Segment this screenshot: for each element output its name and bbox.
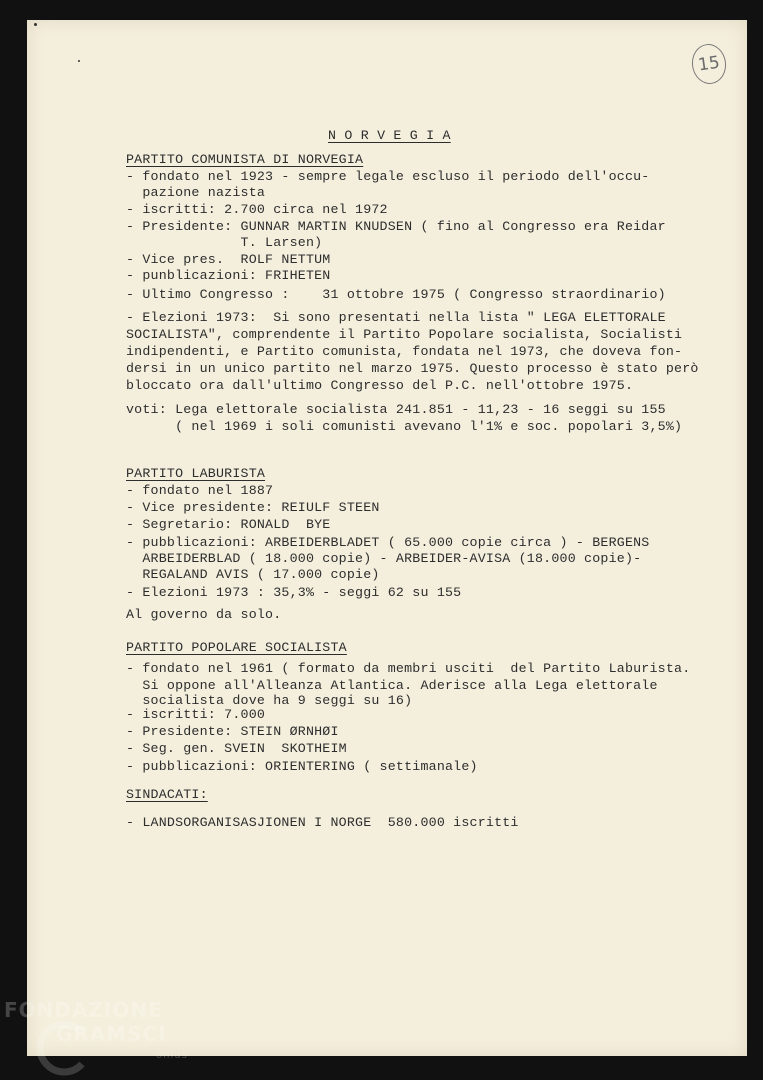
section-heading: PARTITO POPOLARE SOCIALISTA bbox=[126, 640, 347, 655]
speck bbox=[78, 60, 80, 62]
text-line: ( nel 1969 i soli comunisti avevano l'1% e soc. popolari 3,5%) bbox=[126, 419, 683, 434]
section-heading: SINDACATI: bbox=[126, 787, 208, 802]
section-heading: PARTITO COMUNISTA DI NORVEGIA bbox=[126, 152, 364, 167]
text-line: voti: Lega elettorale socialista 241.851 - 11,23 - 16 seggi su 155 bbox=[126, 402, 666, 417]
text-line: - Vice presidente: REIULF STEEN bbox=[126, 500, 380, 515]
text-line: - LANDSORGANISASJIONEN I NORGE 580.000 iscritti bbox=[126, 815, 519, 830]
text-line: - pubblicazioni: ARBEIDERBLADET ( 65.000 copie circa ) - BERGENS bbox=[126, 535, 650, 550]
text-line: SOCIALISTA", comprendente il Partito Popolare socialista, Socialisti bbox=[126, 327, 683, 342]
text-line: dersi in un unico partito nel marzo 1975. Questo processo è stato però bbox=[126, 361, 699, 376]
text-line: REGALAND AVIS ( 17.000 copie) bbox=[126, 567, 380, 582]
speck bbox=[34, 23, 37, 26]
text-line: - punblicazioni: FRIHETEN bbox=[126, 268, 331, 283]
text-line: - fondato nel 1961 ( formato da membri usciti del Partito Laburista. bbox=[126, 661, 691, 676]
text-line: - pubblicazioni: ORIENTERING ( settimanale) bbox=[126, 759, 478, 774]
text-line: - Ultimo Congresso : 31 ottobre 1975 ( Congresso straordinario) bbox=[126, 287, 666, 302]
text-line: socialista dove ha 9 seggi su 16) bbox=[126, 693, 413, 708]
text-line: indipendenti, e Partito comunista, fondata nel 1973, che doveva fon- bbox=[126, 344, 683, 359]
text-line: bloccato ora dall'ultimo Congresso del P.C. nell'ottobre 1975. bbox=[126, 378, 634, 393]
fondazione-gramsci-watermark bbox=[4, 998, 204, 1078]
text-line: ARBEIDERBLAD ( 18.000 copie) - ARBEIDER-AVISA (18.000 copie)- bbox=[126, 551, 642, 566]
text-line: - Presidente: GUNNAR MARTIN KNUDSEN ( fino al Congresso era Reidar bbox=[126, 219, 666, 234]
document-title: N O R V E G I A bbox=[328, 128, 451, 143]
text-line: - fondato nel 1923 - sempre legale escluso il periodo dell'occu- bbox=[126, 169, 650, 184]
text-line: - Seg. gen. SVEIN SKOTHEIM bbox=[126, 741, 347, 756]
watermark-line-1: FONDAZIONE bbox=[4, 998, 163, 1022]
text-line: - Elezioni 1973 : 35,3% - seggi 62 su 155 bbox=[126, 585, 462, 600]
text-line: - fondato nel 1887 bbox=[126, 483, 274, 498]
text-line: T. Larsen) bbox=[126, 235, 323, 250]
text-line: - iscritti: 2.700 circa nel 1972 bbox=[126, 202, 388, 217]
text-line: - Elezioni 1973: Si sono presentati nella lista " LEGA ELETTORALE bbox=[126, 310, 666, 325]
text-line: - Vice pres. ROLF NETTUM bbox=[126, 252, 331, 267]
text-line: Al governo da solo. bbox=[126, 607, 282, 622]
page-number-stamp: 15 bbox=[689, 42, 728, 86]
text-line: - Segretario: RONALD BYE bbox=[126, 517, 331, 532]
text-line: - iscritti: 7.000 bbox=[126, 707, 266, 722]
section-heading: PARTITO LABURISTA bbox=[126, 466, 266, 481]
text-line: pazione nazista bbox=[126, 185, 266, 200]
watermark-line-2: GRAMSCI bbox=[56, 1022, 167, 1046]
text-line: Si oppone all'Alleanza Atlantica. Aderisce alla Lega elettorale bbox=[126, 678, 658, 693]
text-line: - Presidente: STEIN ØRNHØI bbox=[126, 724, 339, 739]
watermark-line-3: onlus bbox=[156, 1050, 188, 1061]
